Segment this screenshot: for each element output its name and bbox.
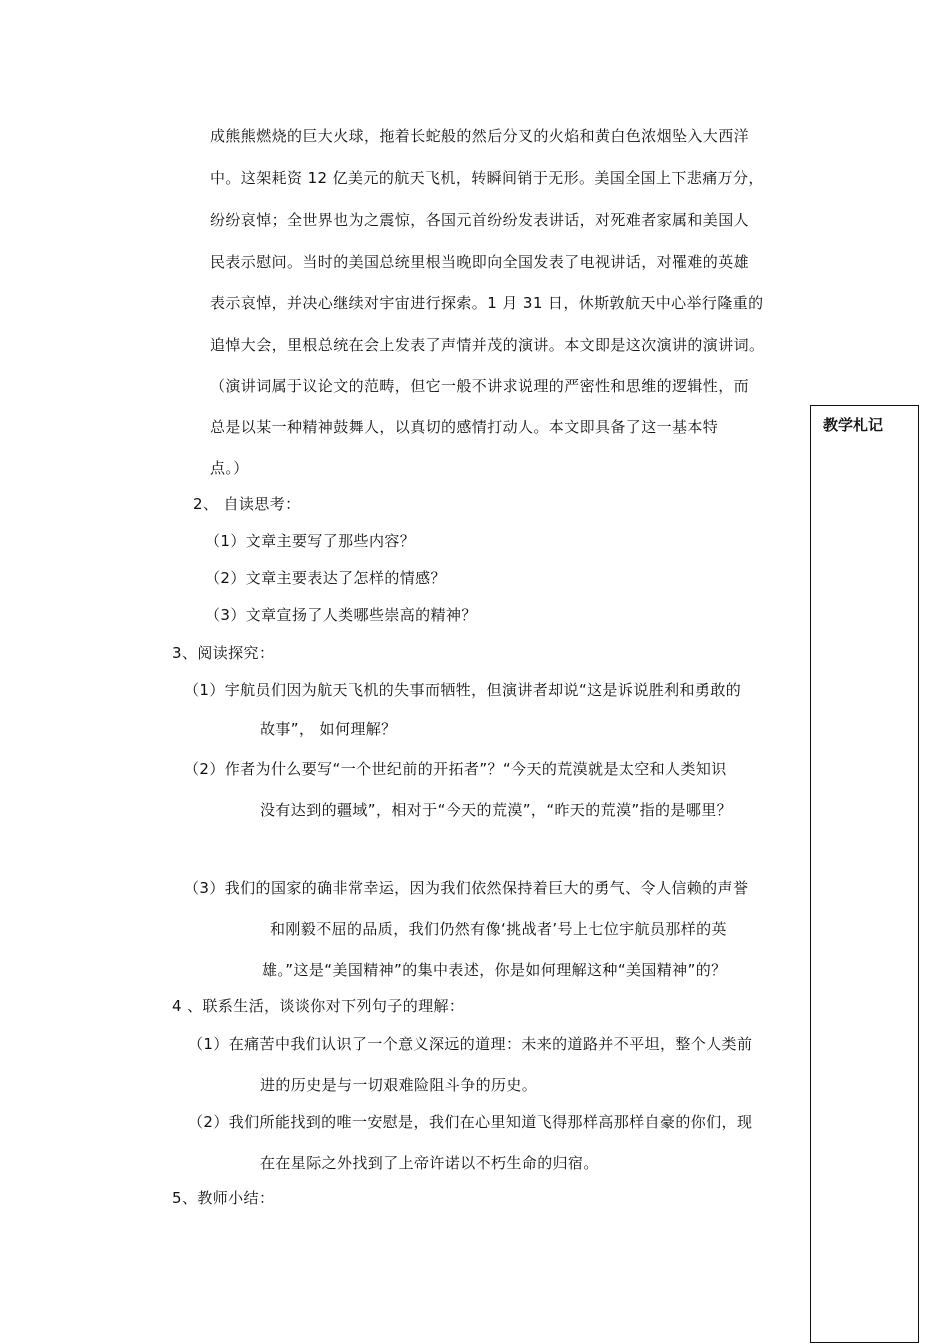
section-4-question-1: （1）在痛苦中我们认识了一个意义深远的道理：未来的道路并不平坦，整个人类前 (188, 1035, 753, 1053)
section-2-question: （1）文章主要写了那些内容？ (205, 532, 416, 550)
section-3-heading: 3、阅读探究： (172, 644, 275, 662)
section-4-question-2-cont: 在在星际之外找到了上帝许诺以不朽生命的归宿。 (260, 1154, 599, 1172)
section-4-question-2: （2）我们所能找到的唯一安慰是，我们在心里知道飞得那样高那样自豪的你们，现 (188, 1113, 753, 1131)
section-3-question-1-cont: 故事”， 如何理解？ (260, 720, 397, 738)
section-3-question-2-cont: 没有达到的疆域”，相对于“今天的荒漠”，“昨天的荒漠”指的是哪里？ (260, 801, 733, 819)
section-4-question-1-cont: 进的历史是与一切艰难险阻斗争的历史。 (260, 1076, 538, 1094)
section-3-question-3: （3）我们的国家的确非常幸运，因为我们依然保持着巨大的勇气、令人信赖的声誉 (184, 879, 749, 897)
intro-line: （演讲词属于议论文的范畴，但它一般不讲求说理的严密性和思维的逻辑性，而 (210, 377, 750, 395)
section-2-question: （3）文章宣扬了人类哪些崇高的精神？ (205, 606, 477, 624)
section-5-heading: 5、教师小结： (172, 1189, 275, 1207)
teaching-notes-title: 教学札记 (823, 416, 884, 434)
intro-line: 成熊熊燃烧的巨大火球，拖着长蛇般的然后分叉的火焰和黄白色浓烟坠入大西洋 (210, 127, 750, 145)
intro-line: 民表示慰问。当时的美国总统里根当晚即向全国发表了电视讲话，对罹难的英雄 (210, 253, 750, 271)
intro-line: 总是以某一种精神鼓舞人，以真切的感情打动人。本文即具备了这一基本特 (210, 418, 719, 436)
section-2-heading: 2、 自读思考： (193, 495, 301, 513)
section-3-question-3-cont: 和刚毅不屈的品质，我们仍然有像‘挑战者’号上七位宇航员那样的英 (270, 920, 727, 938)
section-3-question-1: （1）宇航员们因为航天飞机的失事而牺牲，但演讲者却说“这是诉说胜利和勇敢的 (184, 681, 742, 699)
section-3-question-2: （2）作者为什么要写“一个世纪前的开拓者”？“今天的荒漠就是太空和人类知识 (184, 760, 727, 778)
intro-line: 纷纷哀悼；全世界也为之震惊，各国元首纷纷发表讲话，对死难者家属和美国人 (210, 211, 750, 229)
section-3-question-3-cont: 雄。”这是“美国精神”的集中表述，你是如何理解这种“美国精神”的？ (262, 961, 727, 979)
intro-line: 点。） (210, 459, 249, 477)
intro-line: 中。这架耗资 12 亿美元的航天飞机，转瞬间销于无形。美国全国上下悲痛万分， (210, 169, 764, 187)
section-2-question: （2）文章主要表达了怎样的情感？ (205, 569, 446, 587)
intro-line: 追悼大会，里根总统在会上发表了声情并茂的演讲。本文即是这次演讲的演讲词。 (210, 336, 765, 354)
teaching-notes-box (810, 405, 919, 1343)
section-4-heading: 4 、联系生活，谈谈你对下列句子的理解： (172, 997, 465, 1015)
intro-line: 表示哀悼，并决心继续对宇宙进行探索。1 月 31 日，休斯敦航天中心举行隆重的 (210, 294, 764, 312)
